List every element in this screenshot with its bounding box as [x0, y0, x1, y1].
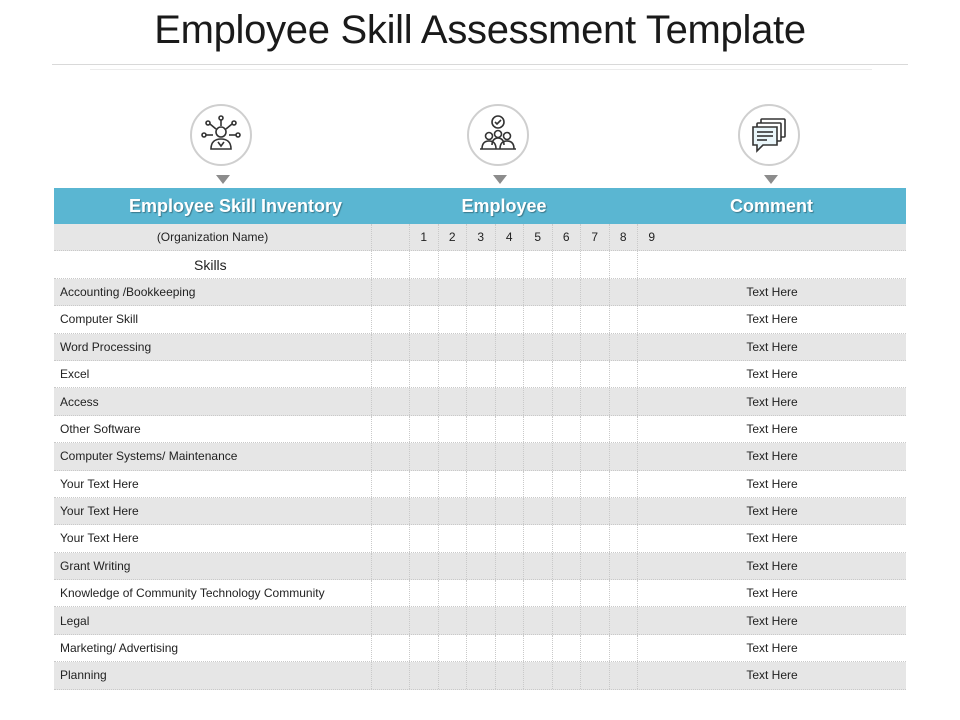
table-row [54, 279, 906, 306]
chat-comment-icon [738, 104, 800, 166]
blank-cell [371, 662, 409, 688]
table-row [54, 635, 906, 662]
rating-cell[interactable] [523, 251, 552, 277]
rating-cell[interactable] [552, 388, 581, 414]
rating-cell[interactable] [523, 279, 552, 305]
rating-cell[interactable] [609, 443, 638, 469]
employee-icon-group [467, 104, 533, 188]
rating-number: 3 [466, 224, 495, 250]
skill-name: Marketing/ Advertising [60, 641, 179, 656]
table-row [54, 443, 906, 470]
rating-cell[interactable] [609, 306, 638, 332]
rating-cell[interactable] [552, 525, 581, 551]
blank-cell [371, 224, 409, 250]
rating-cell[interactable] [438, 635, 467, 661]
rating-cell[interactable] [609, 525, 638, 551]
blank-cell [371, 443, 409, 469]
rating-cell[interactable] [495, 553, 524, 579]
rating-cell[interactable] [438, 525, 467, 551]
skill-network-person-icon [190, 104, 252, 166]
rating-cell[interactable] [409, 498, 438, 524]
comment-cell: Text Here [637, 471, 906, 497]
rating-cell[interactable] [523, 334, 552, 360]
rating-cell[interactable] [552, 361, 581, 387]
rating-cell[interactable] [495, 525, 524, 551]
blank-cell [371, 607, 409, 633]
rating-cell[interactable] [466, 553, 495, 579]
rating-cell[interactable] [609, 607, 638, 633]
rating-cell[interactable] [580, 251, 609, 277]
rating-cell[interactable] [523, 553, 552, 579]
rating-cell[interactable] [495, 498, 524, 524]
rating-cell[interactable] [466, 306, 495, 332]
comment-cell: Text Here [637, 306, 906, 332]
rating-cell[interactable] [466, 498, 495, 524]
skill-name: Legal [60, 613, 90, 628]
rating-cell[interactable] [580, 471, 609, 497]
rating-cell[interactable] [552, 580, 581, 606]
rating-cell[interactable] [466, 361, 495, 387]
rating-cell[interactable] [466, 334, 495, 360]
rating-cell[interactable] [466, 580, 495, 606]
rating-cell[interactable] [495, 334, 524, 360]
page-title: Employee Skill Assessment Template [154, 8, 806, 52]
skill-name: Other Software [60, 421, 141, 436]
rating-cell[interactable] [466, 388, 495, 414]
rating-cell[interactable] [523, 388, 552, 414]
rating-cell[interactable] [523, 525, 552, 551]
organization-name: (Organization Name) [156, 230, 269, 245]
rating-cell[interactable] [609, 388, 638, 414]
rating-cell[interactable] [409, 443, 438, 469]
rating-cell[interactable] [580, 443, 609, 469]
rating-number: 2 [438, 224, 467, 250]
rating-cell[interactable] [438, 306, 467, 332]
rating-cell[interactable] [495, 580, 524, 606]
header-employee: Employee [461, 196, 547, 216]
rating-cell[interactable] [409, 334, 438, 360]
blank-cell [371, 334, 409, 360]
comment-cell: Text Here [637, 607, 906, 633]
comment-cell: Text Here [637, 279, 906, 305]
rating-cell[interactable] [580, 580, 609, 606]
rating-cell[interactable] [609, 662, 638, 688]
rating-cell[interactable] [580, 662, 609, 688]
comment-cell: Text Here [637, 525, 906, 551]
rating-cell[interactable] [409, 553, 438, 579]
comment-cell: Text Here [637, 334, 906, 360]
skill-icon-group [190, 104, 256, 188]
rating-cell[interactable] [552, 334, 581, 360]
rating-cell[interactable] [466, 443, 495, 469]
blank-cell [371, 471, 409, 497]
rating-cell[interactable] [552, 416, 581, 442]
table-row [54, 607, 906, 634]
skill-name: Knowledge of Community Technology Community [60, 586, 325, 601]
pointer-down-icon [216, 175, 230, 184]
rating-cell[interactable] [495, 416, 524, 442]
rating-cell[interactable] [466, 662, 495, 688]
comment-cell: Text Here [637, 498, 906, 524]
rating-number: 9 [637, 224, 666, 250]
rating-cell[interactable] [580, 607, 609, 633]
blank-cell [371, 553, 409, 579]
rating-cell[interactable] [609, 498, 638, 524]
comment-cell: Text Here [637, 443, 906, 469]
title-divider [52, 64, 908, 65]
rating-cell[interactable] [552, 553, 581, 579]
rating-cell[interactable] [438, 361, 467, 387]
rating-cell[interactable] [523, 662, 552, 688]
rating-cell[interactable] [466, 607, 495, 633]
table-row [54, 525, 906, 552]
rating-cell[interactable] [580, 388, 609, 414]
rating-cell[interactable] [409, 361, 438, 387]
pointer-down-icon [764, 175, 778, 184]
rating-cell[interactable] [552, 471, 581, 497]
table-row [54, 306, 906, 333]
rating-cell[interactable] [409, 388, 438, 414]
rating-cell[interactable] [438, 471, 467, 497]
rating-cell[interactable] [409, 525, 438, 551]
rating-cell[interactable] [580, 498, 609, 524]
rating-cell[interactable] [523, 580, 552, 606]
rating-cell[interactable] [580, 635, 609, 661]
table-row [54, 361, 906, 388]
rating-cell[interactable] [580, 306, 609, 332]
rating-cell[interactable] [409, 279, 438, 305]
comment-cell: Text Here [637, 662, 906, 688]
blank-cell [371, 251, 409, 277]
rating-cell[interactable] [609, 279, 638, 305]
rating-cell[interactable] [552, 251, 581, 277]
rating-cell[interactable] [580, 553, 609, 579]
rating-cell[interactable] [495, 443, 524, 469]
table-row [54, 580, 906, 607]
blank-cell [371, 635, 409, 661]
header-comment: Comment [729, 196, 813, 216]
rating-cell[interactable] [495, 388, 524, 414]
rating-number: 1 [409, 224, 438, 250]
rating-cell[interactable] [438, 580, 467, 606]
blank-cell [371, 279, 409, 305]
rating-cell[interactable] [495, 306, 524, 332]
rating-cell[interactable] [438, 388, 467, 414]
pointer-down-icon [493, 175, 507, 184]
skill-name: Planning [60, 668, 107, 683]
rating-number: 6 [552, 224, 581, 250]
skill-name: Excel [60, 367, 90, 382]
skills-label: Skills [194, 256, 227, 273]
rating-cell[interactable] [495, 607, 524, 633]
rating-cell[interactable] [438, 334, 467, 360]
subheader-row [54, 224, 906, 251]
header-skill-inventory: Employee Skill Inventory [128, 196, 343, 216]
rating-cell[interactable] [466, 471, 495, 497]
rating-cell[interactable] [580, 279, 609, 305]
rating-cell[interactable] [495, 471, 524, 497]
blank-cell [371, 580, 409, 606]
rating-number: 5 [523, 224, 552, 250]
rating-cell[interactable] [523, 416, 552, 442]
rating-cell[interactable] [409, 251, 438, 277]
blank-cell [371, 306, 409, 332]
skill-name: Word Processing [60, 339, 152, 354]
rating-cell[interactable] [438, 251, 467, 277]
comment-cell: Text Here [637, 635, 906, 661]
rating-cell[interactable] [552, 607, 581, 633]
rating-cell[interactable] [609, 580, 638, 606]
rating-cell[interactable] [438, 662, 467, 688]
rating-cell[interactable] [523, 306, 552, 332]
skill-name: Accounting /Bookkeeping [60, 284, 196, 299]
rating-cell[interactable] [609, 635, 638, 661]
rating-cell[interactable] [438, 279, 467, 305]
table-row [54, 334, 906, 361]
skill-name: Your Text Here [60, 504, 139, 519]
rating-cell[interactable] [466, 635, 495, 661]
rating-cell[interactable] [466, 525, 495, 551]
rating-cell[interactable] [466, 279, 495, 305]
comment-cell: Text Here [637, 580, 906, 606]
rating-cell[interactable] [609, 361, 638, 387]
rating-cell[interactable] [523, 498, 552, 524]
rating-cell[interactable] [495, 662, 524, 688]
rating-cell[interactable] [495, 251, 524, 277]
rating-cell[interactable] [552, 443, 581, 469]
comment-icon-group [738, 104, 804, 188]
skill-assessment-table [54, 188, 906, 690]
rating-cell[interactable] [609, 251, 638, 277]
rating-cell[interactable] [466, 251, 495, 277]
rating-number: 7 [580, 224, 609, 250]
blank-cell [371, 361, 409, 387]
table-row [54, 498, 906, 525]
title-divider-secondary [90, 69, 872, 70]
rating-cell[interactable] [409, 607, 438, 633]
rating-cell[interactable] [409, 580, 438, 606]
skill-name: Access [60, 394, 99, 409]
rating-cell[interactable] [438, 607, 467, 633]
blank-cell [371, 388, 409, 414]
rating-cell[interactable] [552, 306, 581, 332]
comment-cell [637, 251, 906, 277]
rating-cell[interactable] [523, 443, 552, 469]
skill-name: Computer Systems/ Maintenance [60, 449, 238, 464]
comment-cell [637, 224, 906, 250]
rating-cell[interactable] [609, 471, 638, 497]
blank-cell [371, 525, 409, 551]
rating-cell[interactable] [495, 279, 524, 305]
rating-cell[interactable] [409, 662, 438, 688]
comment-cell: Text Here [637, 553, 906, 579]
rating-cell[interactable] [523, 361, 552, 387]
rating-cell[interactable] [409, 635, 438, 661]
table-row [54, 388, 906, 415]
rating-cell[interactable] [438, 553, 467, 579]
rating-cell[interactable] [580, 416, 609, 442]
rating-cell[interactable] [495, 635, 524, 661]
rating-cell[interactable] [580, 525, 609, 551]
skill-name: Your Text Here [60, 476, 139, 491]
rating-cell[interactable] [466, 416, 495, 442]
comment-cell: Text Here [637, 361, 906, 387]
rating-cell[interactable] [409, 471, 438, 497]
rating-cell[interactable] [409, 416, 438, 442]
rating-cell[interactable] [495, 361, 524, 387]
rating-cell[interactable] [523, 471, 552, 497]
skill-name: Grant Writing [60, 558, 131, 573]
rating-cell[interactable] [609, 553, 638, 579]
comment-cell: Text Here [637, 388, 906, 414]
rating-cell[interactable] [438, 416, 467, 442]
rating-cell[interactable] [438, 498, 467, 524]
skills-label-row [54, 251, 906, 278]
table-row [54, 662, 906, 689]
comment-cell: Text Here [637, 416, 906, 442]
table-row [54, 416, 906, 443]
rating-cell[interactable] [580, 361, 609, 387]
rating-cell[interactable] [523, 607, 552, 633]
rating-cell[interactable] [552, 635, 581, 661]
rating-cell[interactable] [580, 334, 609, 360]
rating-cell[interactable] [552, 662, 581, 688]
table-header [54, 188, 906, 224]
rating-cell[interactable] [438, 443, 467, 469]
table-row [54, 553, 906, 580]
table-row [54, 471, 906, 498]
rating-cell[interactable] [523, 635, 552, 661]
blank-cell [371, 416, 409, 442]
rating-cell[interactable] [409, 306, 438, 332]
blank-cell [371, 498, 409, 524]
skill-name: Computer Skill [60, 312, 139, 327]
rating-cell[interactable] [609, 334, 638, 360]
rating-number: 8 [609, 224, 638, 250]
skill-name: Your Text Here [60, 531, 139, 546]
rating-cell[interactable] [552, 498, 581, 524]
team-employee-check-icon [467, 104, 529, 166]
rating-number: 4 [495, 224, 524, 250]
rating-cell[interactable] [609, 416, 638, 442]
rating-cell[interactable] [552, 279, 581, 305]
